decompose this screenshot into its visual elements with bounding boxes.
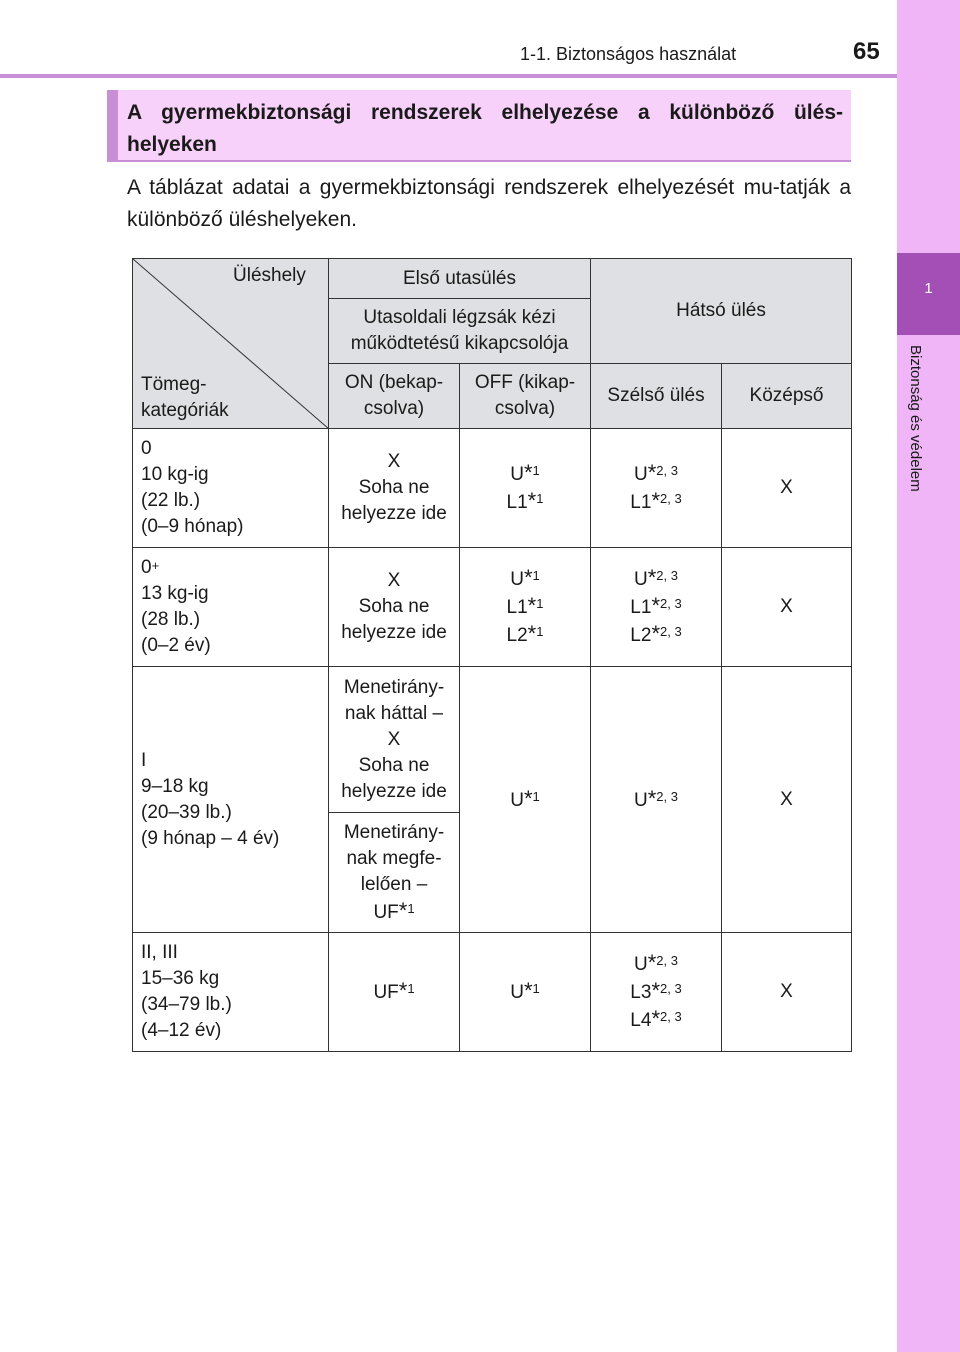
side-strip — [897, 0, 960, 1352]
page-number: 65 — [853, 38, 880, 65]
switch-off-cell: U*$^1$ — [460, 933, 591, 1052]
table-row — [133, 933, 852, 1052]
switch-off-cell: U*$^1$ L1*$^1$ — [460, 429, 591, 548]
outer-seat-cell: U*$^{2, 3}$ — [591, 667, 722, 933]
switch-on-cell: UF*$^1$ — [329, 933, 460, 1052]
col-airbag-switch: Utasoldali légzsák kézi működtetésű kikapcsolója — [329, 299, 591, 364]
center-seat-cell: X — [722, 933, 852, 1052]
switch-on-rearward-cell: Menetirány- nak háttal – X Soha ne helyezze ide — [329, 667, 460, 813]
header-section-title: 1-1. Biztonságos használat — [520, 44, 737, 64]
col-rear-seat: Hátsó ülés — [591, 259, 852, 364]
weight-category-cell: 0+ 13 kg-ig (28 lb.) (0–2 év) — [133, 548, 329, 667]
col-outer-seat: Szélső ülés — [591, 364, 722, 429]
switch-on-cell: X Soha ne helyezze ide — [329, 548, 460, 667]
section-title: A gyermekbiztonsági rendszerek elhelyezése a különböző ülés-helyeken — [127, 101, 843, 156]
col-front-seat: Első utasülés — [329, 259, 591, 299]
col-switch-on: ON (bekap- csolva) — [329, 364, 460, 429]
center-seat-cell: X — [722, 429, 852, 548]
chapter-label: Biztonság és védelem — [907, 345, 924, 492]
corner-weight-label: Tömeg- kategóriák — [141, 374, 229, 421]
weight-category-cell: 0 10 kg-ig (22 lb.) (0–9 hónap) — [133, 429, 329, 548]
outer-seat-cell: U*$^{2, 3}$ L1*$^{2, 3}$ L2*$^{2, 3}$ — [591, 548, 722, 667]
table-row — [133, 429, 852, 548]
table-corner-cell — [133, 259, 329, 429]
col-center-seat: Középső — [722, 364, 852, 429]
switch-on-forward-cell: Menetirány- nak megfe- lelően – UF*$^1$ — [329, 813, 460, 933]
weight-category-cell: II, III 15–36 kg (34–79 lb.) (4–12 év) — [133, 933, 329, 1052]
weight-category-cell: I 9–18 kg (20–39 lb.) (9 hónap – 4 év) — [133, 667, 329, 933]
switch-on-cell: X Soha ne helyezze ide — [329, 429, 460, 548]
col-switch-off: OFF (kikap- csolva) — [460, 364, 591, 429]
center-seat-cell: X — [722, 548, 852, 667]
chapter-tab-number: 1 — [924, 280, 933, 297]
table-row — [133, 667, 852, 813]
outer-seat-cell: U*$^{2, 3}$ L3*$^{2, 3}$ L4*$^{2, 3}$ — [591, 933, 722, 1052]
header-rule — [0, 74, 897, 78]
switch-off-cell: U*$^1$ L1*$^1$ L2*$^1$ — [460, 548, 591, 667]
outer-seat-cell: U*$^{2, 3}$ L1*$^{2, 3}$ — [591, 429, 722, 548]
switch-off-cell: U*$^1$ — [460, 667, 591, 933]
center-seat-cell: X — [722, 667, 852, 933]
intro-paragraph: A táblázat adatai a gyermekbiztonsági rendszerek elhelyezését mu-tatják a különböző üléshelyeken. — [127, 176, 851, 231]
section-heading-bar — [107, 90, 118, 162]
table-row — [133, 548, 852, 667]
corner-seat-label: Üléshely — [233, 265, 306, 286]
seat-position-table — [132, 258, 852, 1052]
